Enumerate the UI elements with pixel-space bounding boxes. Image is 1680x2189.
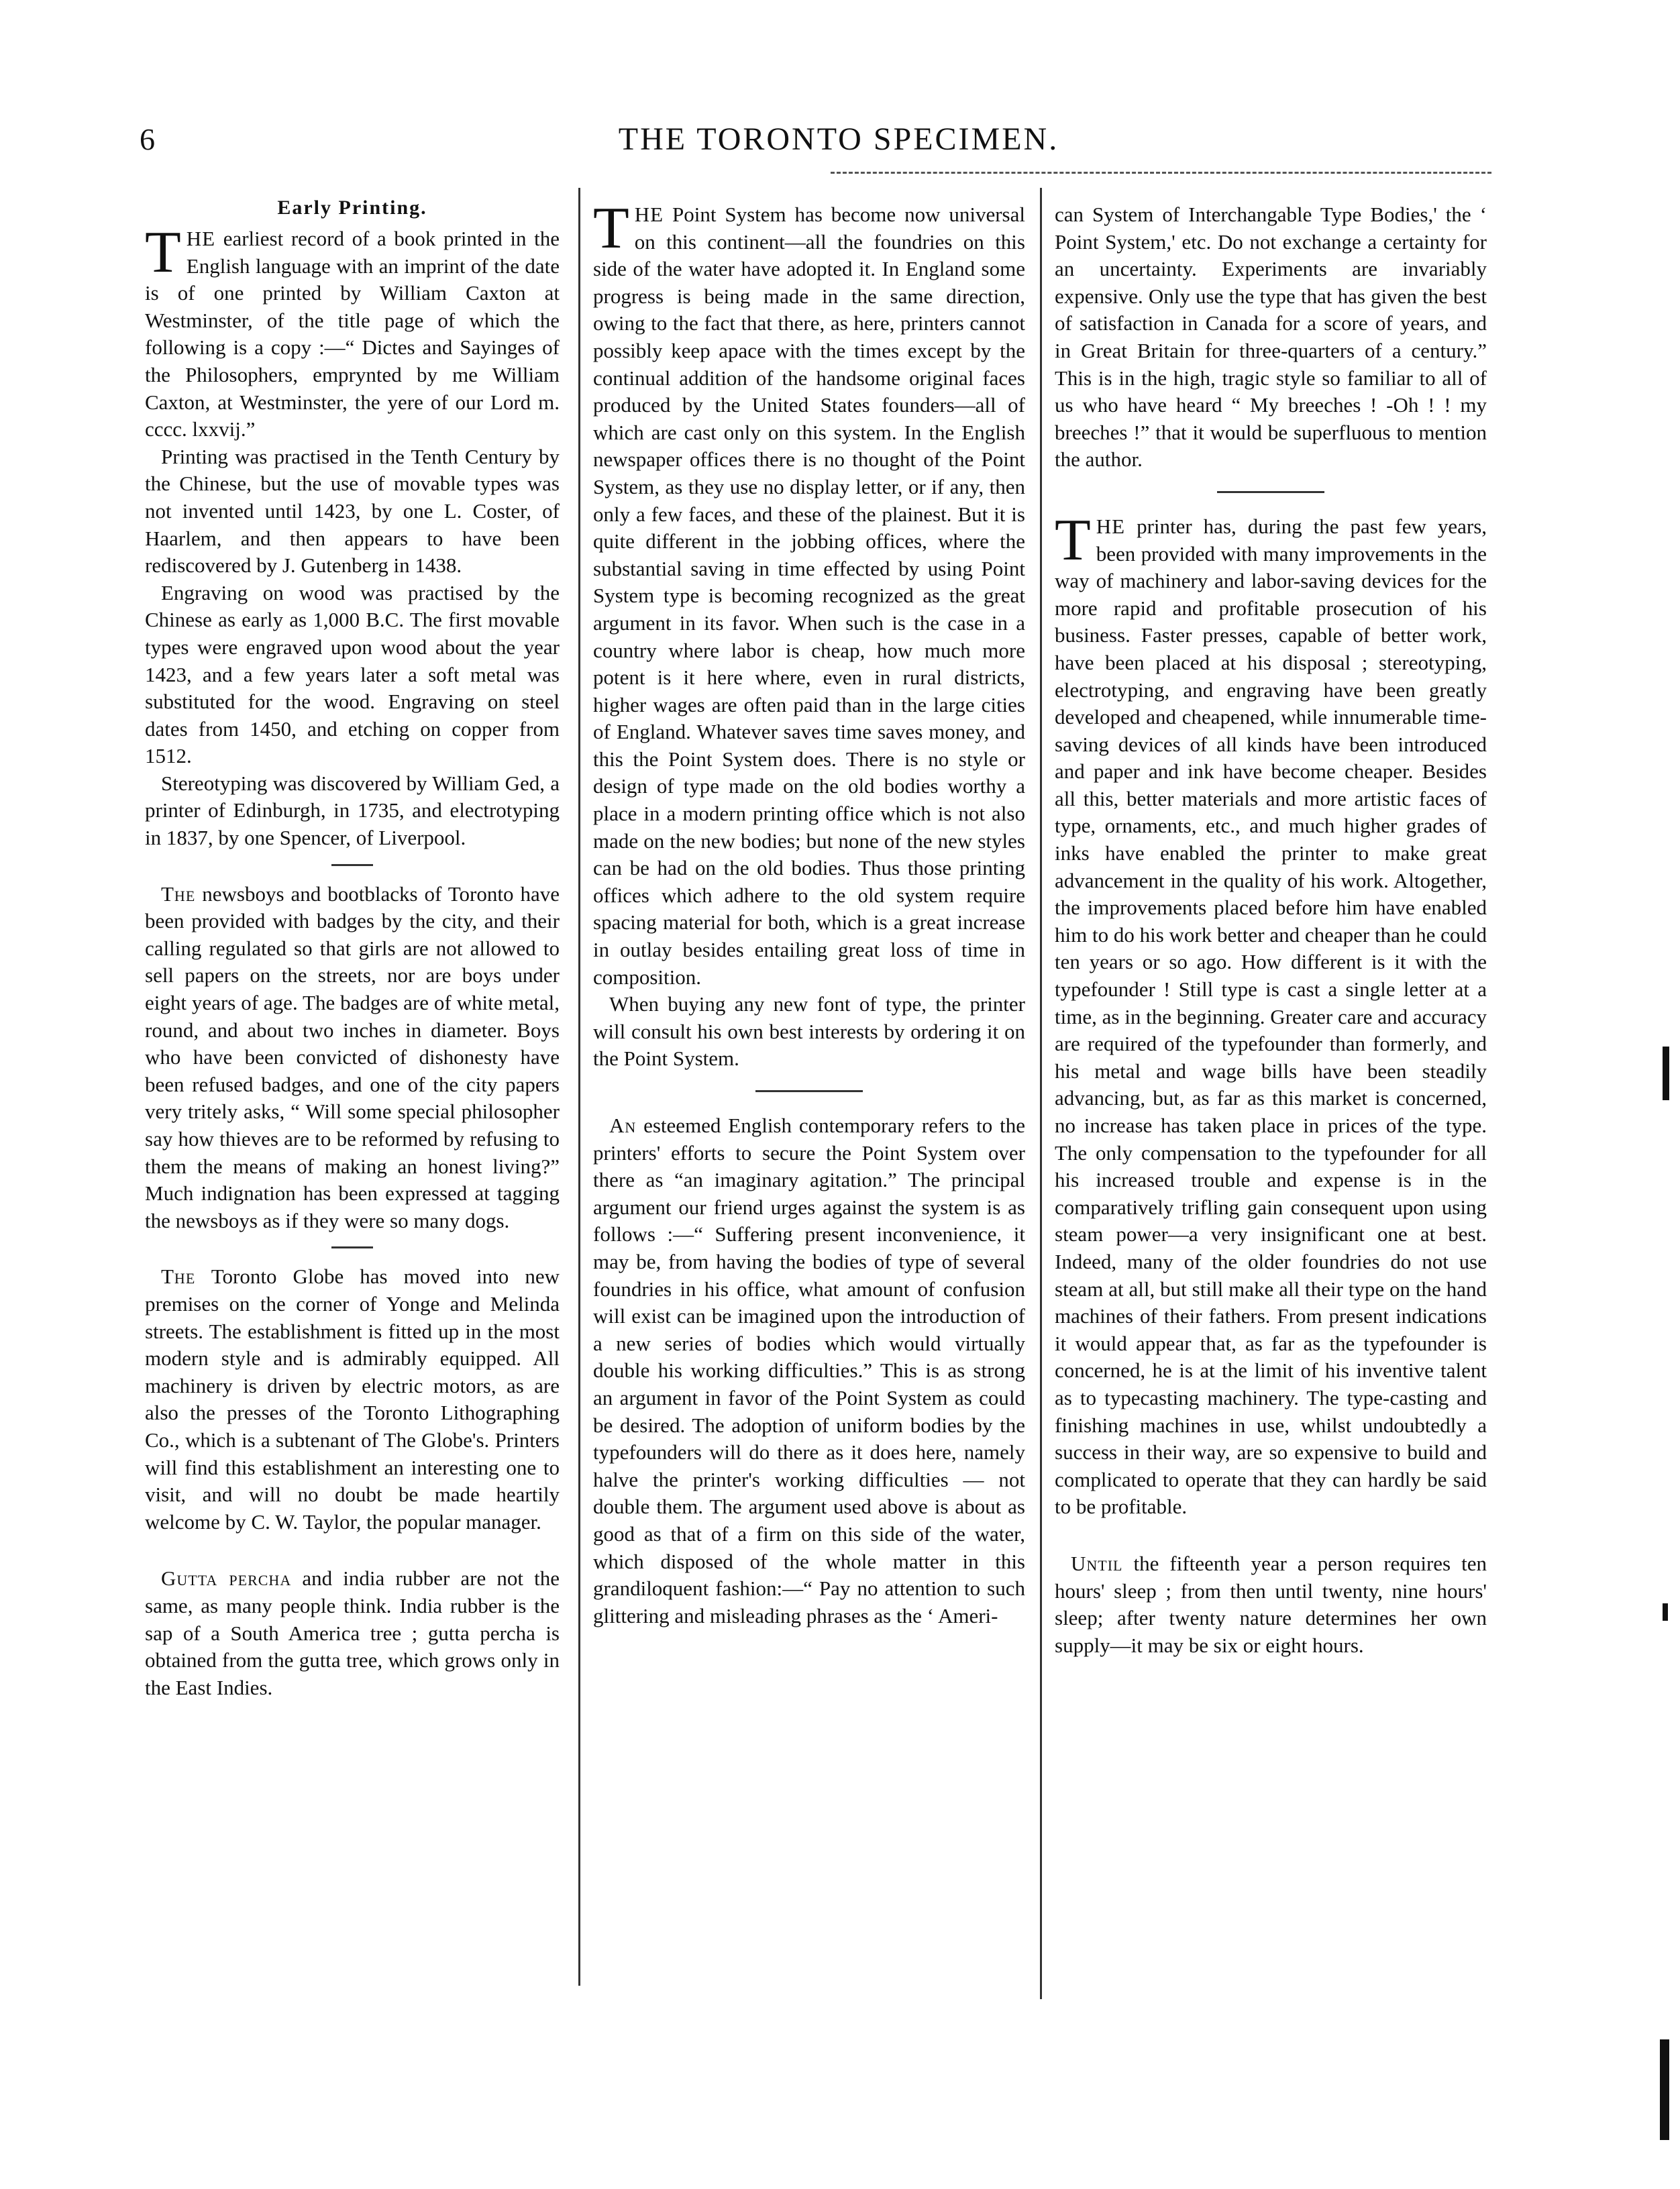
lead-in: Gutta percha <box>161 1566 292 1591</box>
article-paragraph <box>145 1263 560 1536</box>
lead-in: The <box>161 882 196 906</box>
column-3 <box>1055 201 1487 1659</box>
paragraph-text: and india rubber are not the same, as many people think. India rubber is the sap of a South America tree ; gutta percha is obtained from the gutta tree, which grows only in the East Indies. <box>145 1566 560 1699</box>
scan-edge-mark <box>1663 1603 1668 1621</box>
paragraph-text: Toronto Globe has moved into new premises on the corner of Yonge and Melinda streets. The establishment is fitted up in the most modern style and is admirably equipped. All machinery is driven by electric motors, as are also the presses of the Toronto Lithographing Co., which is a subtenant of The Globe's. Printers will find this establishment an interesting one to visit, and will no doubt be made heartily welcome by C. W. Taylor, the popular manager. <box>145 1265 560 1534</box>
page-title: THE TORONTO SPECIMEN. <box>618 121 1059 157</box>
article-paragraph <box>145 881 560 1235</box>
article-paragraph: Engraving on wood was practised by the Chinese as early as 1,000 B.C. The first movable types were engraved upon wood about the year 1423, and a few years later a soft metal was substituted for the wood. Engraving on steel dates from 1450, and etching on copper from 1512. <box>145 580 560 768</box>
paragraph-text: printer has, during the past few years, been provided with many improvements in the way of machinery and labor-saving devices for the more rapid and profitable prosecution of his business. Faster presses, capable of better work, have been placed at his disposal ; stereotyping, electrotyping, and engraving have been greatly developed and cheapened, while innumerable time-saving devices of all kinds have been introduced and paper and ink have become cheaper. Besides all this, better materials and more artistic faces of type, ornaments, etc., and much higher grades of inks have enabled the printer to make great advancement in the quality of his work. Altogether, the improvements placed before him have enabled him to do his work better and cheaper than he could ten years or so ago. How different is it with the typefounder ! Still type is cast a single letter at a time, as in the beginning. Greater care and accuracy are required of the typefounder than formerly, and his metal and wage bills have been steadily advancing, but, as far as this market is concerned, no increase has taken place in prices of the type. The only compensation to the typefounder for all his increased trouble and expense is in the comparatively trifling gain consequent upon using steam power—a very insignificant one at best. Indeed, many of the older foundries do not use steam at all, but still make all their type on the hand machines of their fathers. From present indications it would appear that, as far as the typefounder is concerned, he is at the limit of his inventive talent as to typecasting machinery. The type-casting and finishing machines in use, whilst undoubtedly a success in their way, are so expensive to build and complicated to operate that they can hardly be said to be profitable. <box>1055 514 1487 1519</box>
article-paragraph: When buying any new font of type, the printer will consult his own best interests by ordering it on the Point System. <box>593 992 1025 1071</box>
article-paragraph <box>145 220 560 443</box>
column-1 <box>145 195 560 1701</box>
separator-rule <box>755 1090 863 1092</box>
lead-in: An <box>609 1114 637 1137</box>
scan-edge-mark <box>1663 1047 1669 1100</box>
article-paragraph <box>593 1112 1025 1630</box>
drop-cap: T <box>1055 507 1091 573</box>
drop-cap: T <box>145 220 181 285</box>
lead-in: Until <box>1071 1551 1123 1575</box>
paragraph-text: esteemed English contemporary refers to the printers' efforts to secure the Point System over there as “an imaginary agitation.” The principal argument our friend urges against the system is as follows :—“ Suffering present inconvenience, it may be, from having the bodies of type of several foundries in his office, what amount of confusion will exist can be imagined upon the introduction of a new series of bodies which would virtually double his working difficulties.” This is as strong an argument in favor of the Point System as could be desired. The adoption of uniform bodies by the typefounders will do there as it does here, namely halve the printer's working difficulties — not double them. The argument used above is about as good as that of a firm on this side of the water, which disposed of the whole matter in this grandiloquent fashion:—“ Pay no attention to such glittering and misleading phrases as the ‘ Ameri- <box>593 1114 1025 1627</box>
article-paragraph: Printing was practised in the Tenth Century by the Chinese, but the use of movable types was not invented until 1423, by one L. Coster, of Haarlem, and then appears to have been rediscovered by J. Gutenberg in 1438. <box>145 444 560 578</box>
lead-in: HE <box>634 203 664 226</box>
paragraph-text: earliest record of a book printed in the English language with an imprint of the date is of one printed by William Caxton at Westminster, of the title page of which the following is a copy :—“ Dictes and Sayinges of the Philosophers, emprynted by me William Caxton, at Westminster, the yere of our Lord m. cccc. lxxvij.” <box>145 227 560 441</box>
article-paragraph: can System of Interchangable Type Bodies,' the ‘ Point System,' etc. Do not exchange a certainty for an uncertainty. Experiments are invariably expensive. Only use the type that has given the best of satisfaction in Canada for a score of years, and in Great Britain for three-quarters of a century.” This is in the high, tragic style so familiar to all of us who have heard “ My breeches ! -Oh ! ! my breeches !” that it would be superfluous to mention the author. <box>1055 203 1487 472</box>
article-paragraph <box>593 196 1025 991</box>
drop-cap: T <box>593 196 629 261</box>
separator-rule <box>331 1246 373 1248</box>
paragraph-text: newsboys and bootblacks of Toronto have been provided with badges by the city, and their calling regulated so that girls are not allowed to sell papers on the streets, nor are boys under eight years of age. The badges are of white metal, round, and about two inches in diameter. Boys who have been convicted of dishonesty have been refused badges, and one of the city papers very tritely asks, “ Will some special philosopher say how thieves are to be reformed by refusing to them the means of making an honest living?” Much indignation has been expressed at tagging the newsboys as if they were so many dogs. <box>145 882 560 1232</box>
top-dashed-rule <box>831 172 1491 174</box>
page-header <box>0 119 1680 166</box>
article-paragraph <box>1055 1550 1487 1659</box>
paragraph-text: Point System has become now universal on this continent—all the foundries on this side of the water have adopted it. In England some progress is being made in the same direction, owing to the fact that there, as here, printers cannot possibly keep apace with the times except by the continual addition of the handsome original faces produced by the United States founders—all of which are cast only on this system. In the English newspaper offices there is no thought of the Point System, as they use no display letter, or if any, then only a few faces, and these of the plainest. But it is quite different in the jobbing offices, where the substantial saving in time effected by using Point System type is becoming recognized as the great argument in its favor. When such is the case in a country where labor is cheap, how much more potent is it here where, even in rural districts, higher wages are often paid than in the large cities of England. Whatever saves time saves money, and this the Point System does. There is no style or design of type made on the old bodies worthy a place in a modern printing office which is not also made on the new bodies; but none of the new styles can be had on the old bodies. Thus those printing offices which adhere to the old system require spacing material for both, which is a great increase in outlay besides entailing great loss of time in composition. <box>593 203 1025 989</box>
paragraph-text: the fifteenth year a person requires ten hours' sleep ; from then until twenty, nine hours' sleep; after twenty nature determines her own supply—it may be six or eight hours. <box>1055 1551 1487 1657</box>
column-2 <box>593 196 1025 1630</box>
page-number: 6 <box>140 122 155 156</box>
article-paragraph: Stereotyping was discovered by William Ged, a printer of Edinburgh, in 1735, and electrotyping in 1837, by one Spencer, of Liverpool. <box>145 771 560 850</box>
article-paragraph <box>145 1565 560 1701</box>
column-divider-2 <box>1040 188 1042 1999</box>
lead-in: HE <box>1096 514 1126 538</box>
column-divider-1 <box>578 188 580 1986</box>
lead-in: HE <box>186 227 216 250</box>
section-heading-early-printing: Early Printing. <box>277 197 427 219</box>
article-paragraph <box>1055 507 1487 1521</box>
separator-rule <box>331 864 373 866</box>
separator-rule <box>1217 491 1324 493</box>
lead-in: The <box>161 1265 196 1289</box>
scan-edge-mark <box>1660 2039 1669 2140</box>
